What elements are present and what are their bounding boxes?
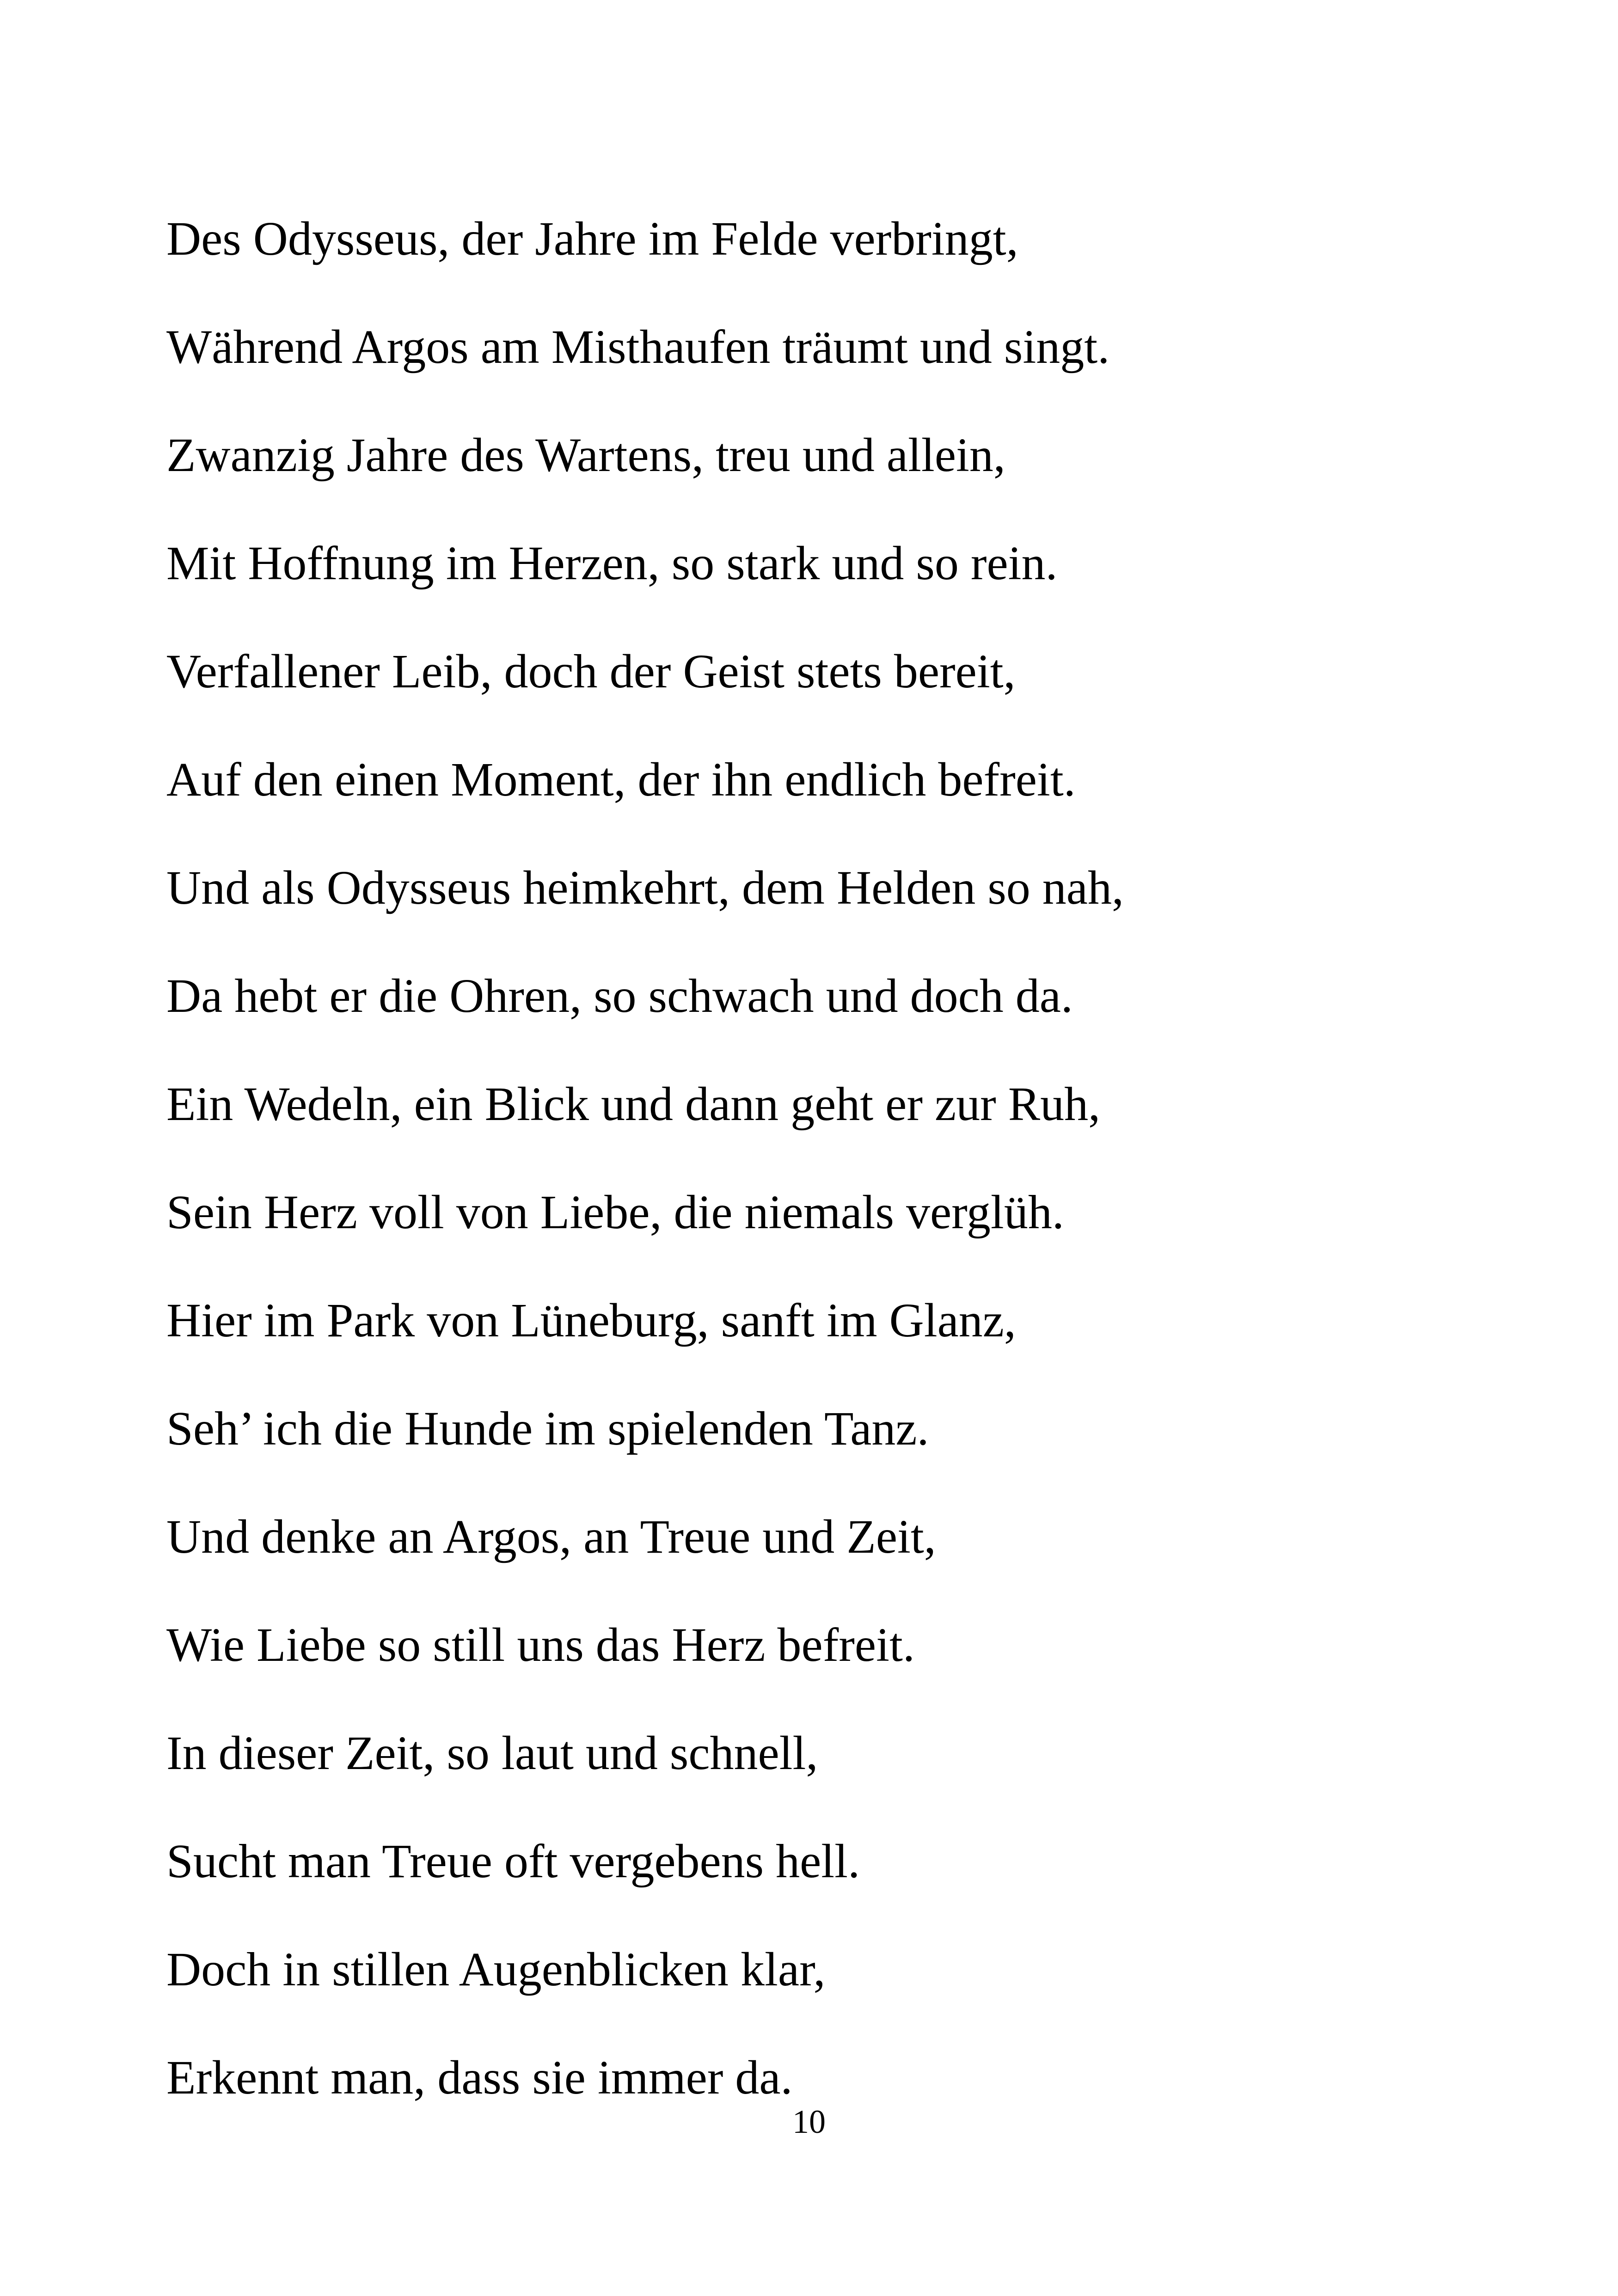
poem-line: Ein Wedeln, ein Blick und dann geht er zur Ruh,: [166, 1078, 1101, 1131]
poem-line: Sucht man Treue oft vergebens hell.: [166, 1835, 860, 1888]
poem-line: Auf den einen Moment, der ihn endlich befreit.: [166, 753, 1076, 806]
poem-line: Zwanzig Jahre des Wartens, treu und allein,: [166, 429, 1005, 482]
poem-line: Sein Herz voll von Liebe, die niemals verglüh.: [166, 1186, 1064, 1239]
poem-line: Hier im Park von Lüneburg, sanft im Glanz,: [166, 1294, 1016, 1347]
poem-body: [166, 185, 1507, 2132]
poem-line: Während Argos am Misthaufen träumt und singt.: [166, 320, 1110, 373]
poem-line: Und als Odysseus heimkehrt, dem Helden so nah,: [166, 861, 1124, 914]
poem-line: Doch in stillen Augenblicken klar,: [166, 1943, 826, 1996]
page-number: 10: [792, 2103, 826, 2140]
poem-line: Des Odysseus, der Jahre im Felde verbringt,: [166, 212, 1018, 265]
poem-line: Da hebt er die Ohren, so schwach und doch da.: [166, 969, 1073, 1022]
poem-line: Erkennt man, dass sie immer da.: [166, 2051, 793, 2104]
poem-line: Mit Hoffnung im Herzen, so stark und so rein.: [166, 537, 1058, 590]
poem-line: Wie Liebe so still uns das Herz befreit.: [166, 1618, 915, 1671]
poem-line: Verfallener Leib, doch der Geist stets bereit,: [166, 645, 1016, 698]
poem-line: Und denke an Argos, an Treue und Zeit,: [166, 1510, 936, 1563]
poem-line: Seh’ ich die Hunde im spielenden Tanz.: [166, 1402, 929, 1455]
poem-line: In dieser Zeit, so laut und schnell,: [166, 1727, 818, 1780]
